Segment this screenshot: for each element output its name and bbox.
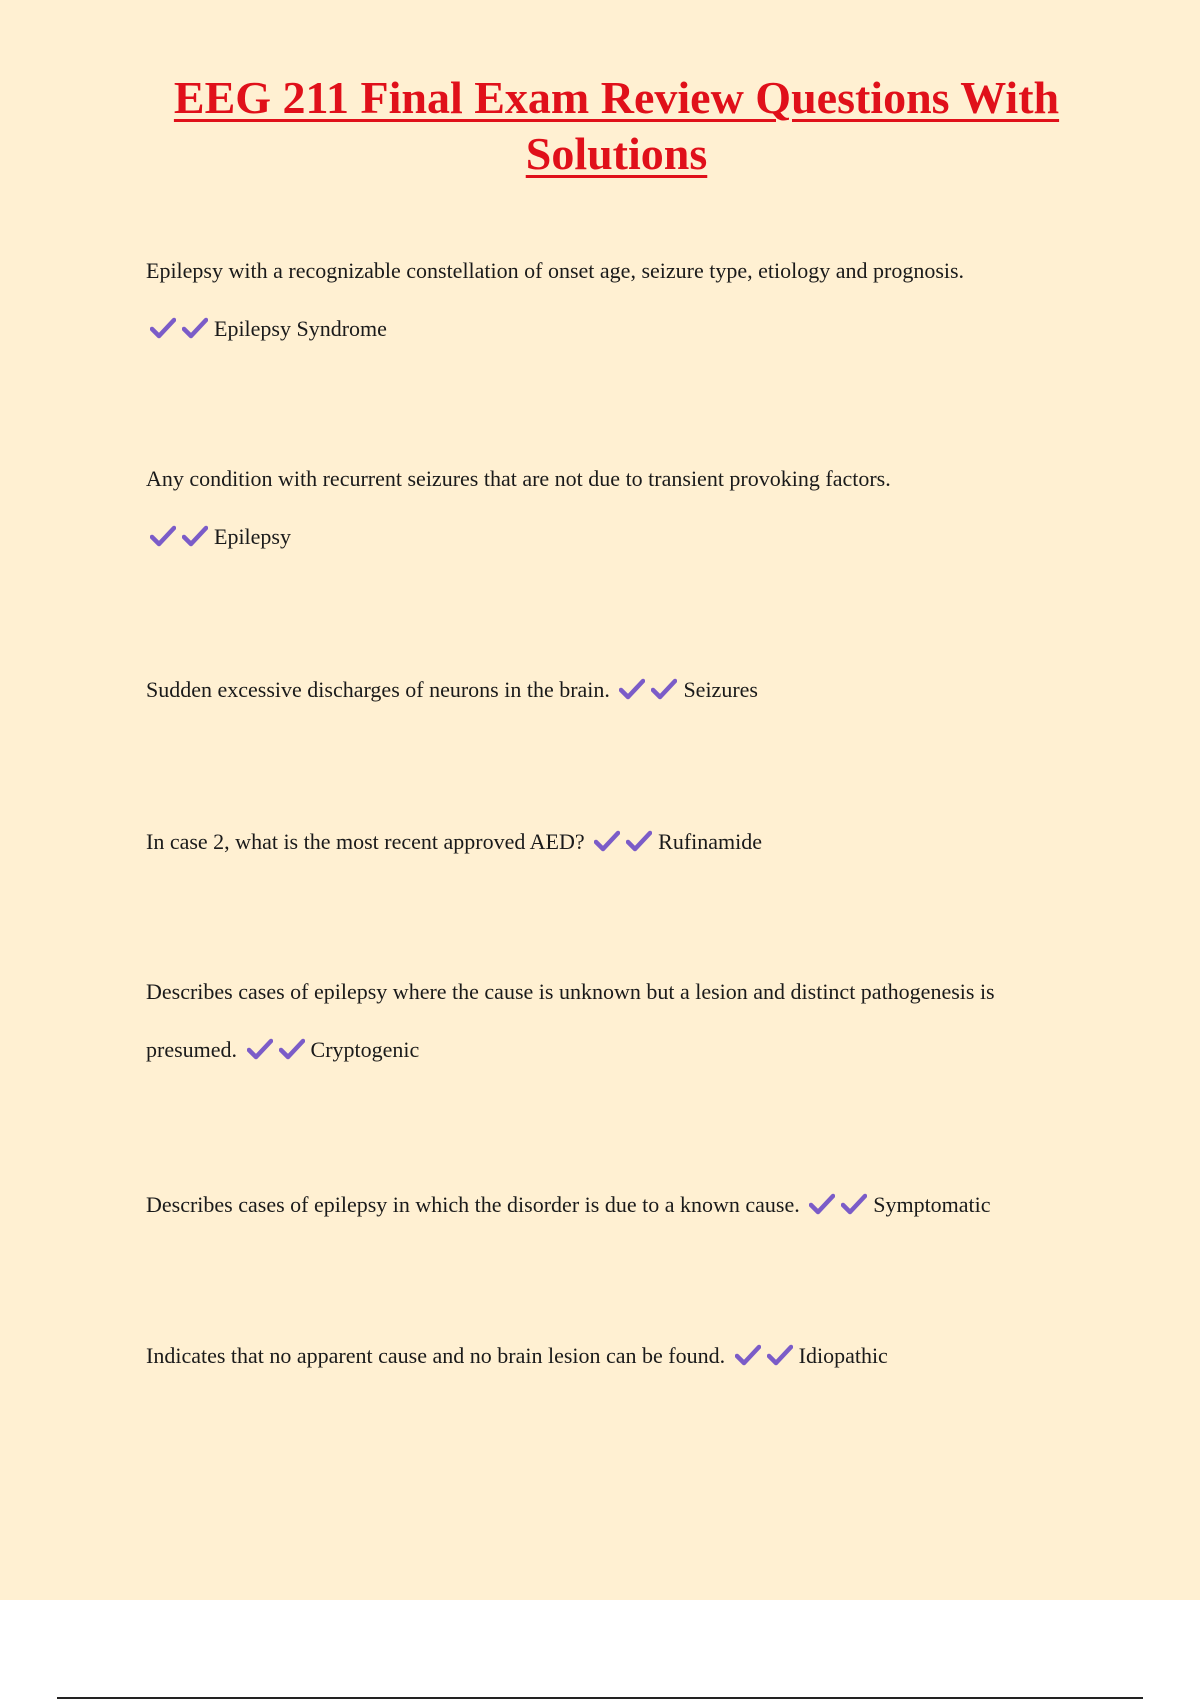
answer-line xyxy=(146,508,1086,566)
answer-text: Symptomatic xyxy=(873,1192,991,1217)
answer-text: Epilepsy xyxy=(214,524,291,549)
answer-text: Rufinamide xyxy=(658,829,763,854)
qa-item-4 xyxy=(146,813,1086,871)
check-icon xyxy=(626,830,654,852)
qa-item-1 xyxy=(146,242,1086,358)
check-icon xyxy=(150,525,178,547)
answer-text: Cryptogenic xyxy=(310,1037,420,1062)
qa-item-3 xyxy=(146,661,1086,719)
check-icon xyxy=(247,1038,275,1060)
question-text: Describes cases of epilepsy in which the disorder is due to a known cause. xyxy=(146,1192,800,1217)
check-icon xyxy=(594,830,622,852)
qa-item-5 xyxy=(146,963,1091,1079)
answer-text: Seizures xyxy=(683,677,758,702)
check-icon xyxy=(182,317,210,339)
qa-item-2 xyxy=(146,450,1086,566)
question-text: In case 2, what is the most recent approved AED? xyxy=(146,829,585,854)
answer-text: Idiopathic xyxy=(798,1343,888,1368)
question-text: Indicates that no apparent cause and no brain lesion can be found. xyxy=(146,1343,726,1368)
footer-divider xyxy=(57,1697,1143,1699)
check-icon xyxy=(279,1038,307,1060)
document-title: EEG 211 Final Exam Review Questions With Solutions xyxy=(173,72,1060,179)
qa-item-7 xyxy=(146,1327,1086,1385)
check-icon xyxy=(651,678,679,700)
check-icon xyxy=(767,1344,795,1366)
check-icon xyxy=(809,1193,837,1215)
check-icon xyxy=(182,525,210,547)
answer-line xyxy=(146,300,1086,358)
qa-item-6 xyxy=(146,1176,1126,1234)
check-icon xyxy=(150,317,178,339)
question-text: Epilepsy with a recognizable constellation of onset age, seizure type, etiology and prognosis. xyxy=(146,258,965,283)
question-text: Any condition with recurrent seizures that are not due to transient provoking factors. xyxy=(146,466,891,491)
check-icon xyxy=(735,1344,763,1366)
question-text: Sudden excessive discharges of neurons in the brain. xyxy=(146,677,610,702)
question-text: Describes cases of epilepsy where the cause is unknown but a lesion and distinct pathogenesis is presumed. xyxy=(146,979,995,1062)
check-icon xyxy=(841,1193,869,1215)
check-icon xyxy=(619,678,647,700)
answer-text: Epilepsy Syndrome xyxy=(214,316,387,341)
